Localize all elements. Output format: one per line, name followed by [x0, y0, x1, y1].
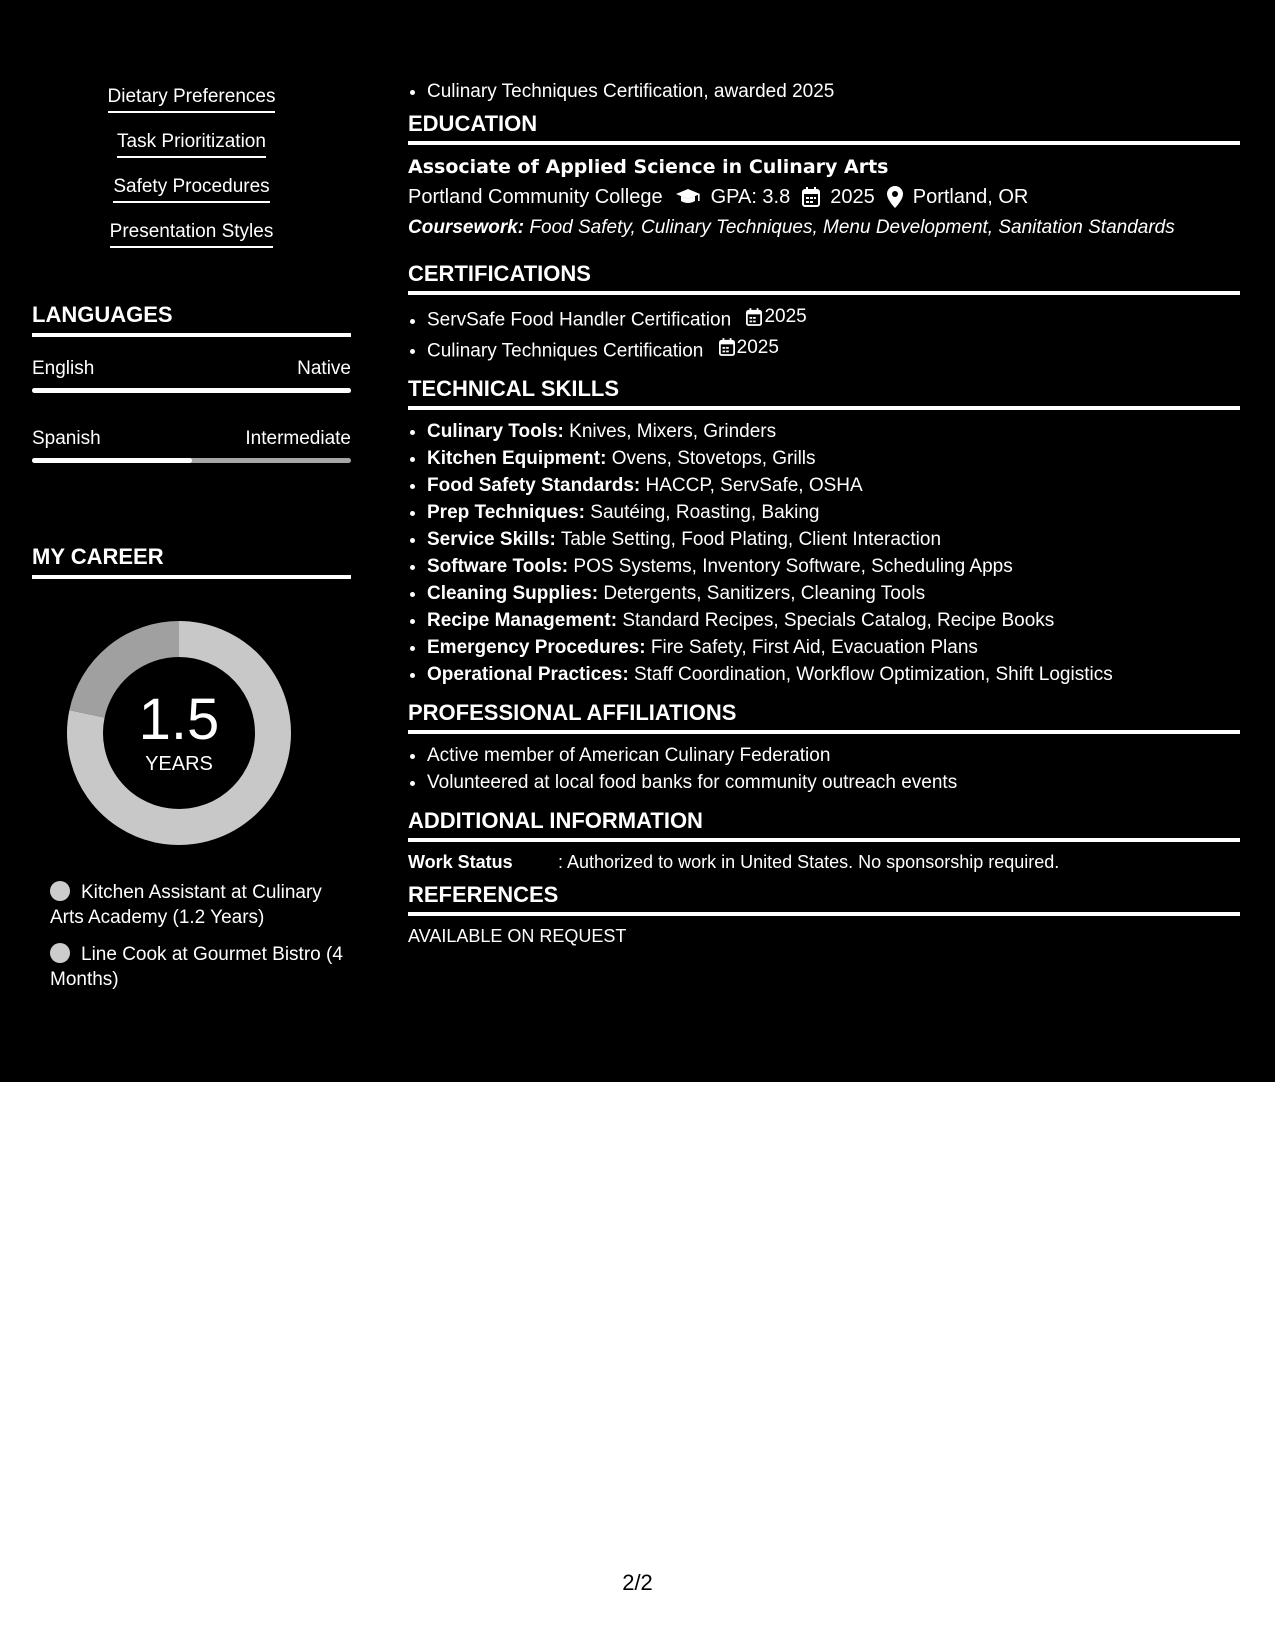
- school-name: Portland Community College: [408, 186, 663, 208]
- career-donut-chart: [66, 620, 292, 846]
- language-bar-fill: [32, 458, 192, 463]
- coursework: [408, 213, 1240, 243]
- skill-item: [427, 580, 1240, 607]
- certification-name: Culinary Techniques Certification: [427, 340, 704, 361]
- additional-info-heading: ADDITIONAL INFORMATION: [408, 808, 1240, 842]
- certifications-list: [408, 303, 1240, 364]
- skill-item: [427, 607, 1240, 634]
- skill-value: Fire Safety, First Aid, Evacuation Plans: [650, 637, 978, 658]
- skill-value: Standard Recipes, Specials Catalog, Recipe Books: [622, 610, 1055, 631]
- skill-item: [427, 499, 1240, 526]
- skill-tag: Dietary Preferences: [108, 86, 276, 113]
- language-bar: [32, 388, 351, 393]
- gpa: GPA: 3.8: [710, 186, 791, 208]
- skill-value: Sautéing, Roasting, Baking: [590, 502, 820, 523]
- skill-item: [427, 472, 1240, 499]
- skill-value: Staff Coordination, Workflow Optimization, Shift Logistics: [633, 664, 1113, 685]
- certification-item: [427, 303, 1240, 334]
- skill-value: POS Systems, Inventory Software, Scheduling Apps: [573, 556, 1013, 577]
- language-bar: [32, 458, 351, 463]
- technical-skills-heading: TECHNICAL SKILLS: [408, 376, 1240, 410]
- skill-tag: Task Prioritization: [117, 131, 266, 158]
- calendar-icon: [746, 308, 762, 326]
- skill-item: [427, 526, 1240, 553]
- language-level: Native: [297, 358, 351, 379]
- career-item-text: Kitchen Assistant at Culinary Arts Academy (1.2 Years): [50, 882, 322, 928]
- work-status-row: [408, 850, 1240, 874]
- skill-value: Ovens, Stovetops, Grills: [611, 448, 816, 469]
- location-pin-icon: [887, 186, 903, 208]
- career-dot-icon: [50, 881, 70, 901]
- language-name: Spanish: [32, 428, 101, 449]
- degree-title: Associate of Applied Science in Culinary Arts: [408, 156, 889, 178]
- career-dot-icon: [50, 943, 70, 963]
- sidebar: [0, 0, 381, 1082]
- certification-item: [427, 334, 1240, 365]
- skill-item: [427, 634, 1240, 661]
- career-item: [50, 942, 350, 992]
- career-item: [50, 880, 350, 930]
- technical-skills-list: [408, 418, 1240, 688]
- skill-label: Emergency Procedures:: [427, 637, 646, 658]
- skill-tags: [32, 86, 351, 266]
- language-name: English: [32, 358, 95, 379]
- coursework-list: Food Safety, Culinary Techniques, Menu Development, Sanitation Standards: [529, 217, 1175, 238]
- coursework-label: Coursework:: [408, 217, 525, 238]
- list-item: • Culinary Techniques Certification, awarded 2025: [427, 78, 1240, 105]
- skill-item: [427, 445, 1240, 472]
- skill-item: [427, 418, 1240, 445]
- references-heading: REFERENCES: [408, 882, 1240, 916]
- skill-label: Operational Practices:: [427, 664, 629, 685]
- career-item-text: Line Cook at Gourmet Bistro (4 Months): [50, 944, 343, 990]
- certification-year: 2025: [736, 336, 779, 358]
- work-status-value: : Authorized to work in United States. No sponsorship required.: [558, 852, 1060, 872]
- certification-name: ServSafe Food Handler Certification: [427, 309, 732, 331]
- skill-tag: Safety Procedures: [113, 176, 269, 203]
- references-text: AVAILABLE ON REQUEST: [408, 926, 627, 946]
- school-location: Portland, OR: [912, 186, 1029, 208]
- certification-year: 2025: [764, 306, 807, 327]
- affiliation-item: • Volunteered at local food banks for community outreach events: [427, 769, 1240, 796]
- work-status-label: Work Status: [408, 852, 513, 872]
- skill-label: Kitchen Equipment:: [427, 448, 607, 469]
- skill-label: Food Safety Standards:: [427, 475, 641, 496]
- affiliation-item: • Active member of American Culinary Federation: [427, 742, 1240, 769]
- skill-value: Detergents, Sanitizers, Cleaning Tools: [603, 583, 926, 604]
- skill-value: Table Setting, Food Plating, Client Interaction: [560, 529, 942, 550]
- education-details: [408, 181, 1240, 213]
- skill-label: Prep Techniques:: [427, 502, 586, 523]
- page-number: 2/2: [622, 1570, 653, 1595]
- skill-value: HACCP, ServSafe, OSHA: [645, 475, 863, 496]
- affiliations-heading: PROFESSIONAL AFFILIATIONS: [408, 700, 1240, 734]
- language-bar-fill: [32, 388, 351, 393]
- career-total-unit: YEARS: [145, 753, 213, 775]
- skill-label: Recipe Management:: [427, 610, 618, 631]
- career-list: [50, 880, 350, 1004]
- language-english: [32, 358, 351, 393]
- skill-label: Cleaning Supplies:: [427, 583, 599, 604]
- career-heading: MY CAREER: [32, 544, 351, 579]
- graduation-cap-icon: [675, 187, 701, 207]
- affiliations-list: [408, 742, 1240, 796]
- calendar-icon: [719, 338, 735, 356]
- language-level: Intermediate: [245, 428, 351, 449]
- skill-label: Culinary Tools:: [427, 421, 564, 442]
- skill-value: Knives, Mixers, Grinders: [569, 421, 777, 442]
- calendar-icon: [802, 187, 820, 207]
- skill-label: Service Skills:: [427, 529, 556, 550]
- language-spanish: [32, 428, 351, 463]
- continued-list: [408, 78, 1240, 105]
- skill-item: [427, 661, 1240, 688]
- career-total-value: 1.5: [138, 687, 220, 752]
- skill-tag: Presentation Styles: [110, 221, 274, 248]
- certifications-heading: CERTIFICATIONS: [408, 261, 1240, 295]
- main-column: [381, 0, 1275, 1082]
- education-heading: EDUCATION: [408, 111, 1240, 145]
- graduation-year: 2025: [830, 186, 875, 208]
- skill-item: [427, 553, 1240, 580]
- skill-label: Software Tools:: [427, 556, 569, 577]
- languages-heading: LANGUAGES: [32, 302, 351, 337]
